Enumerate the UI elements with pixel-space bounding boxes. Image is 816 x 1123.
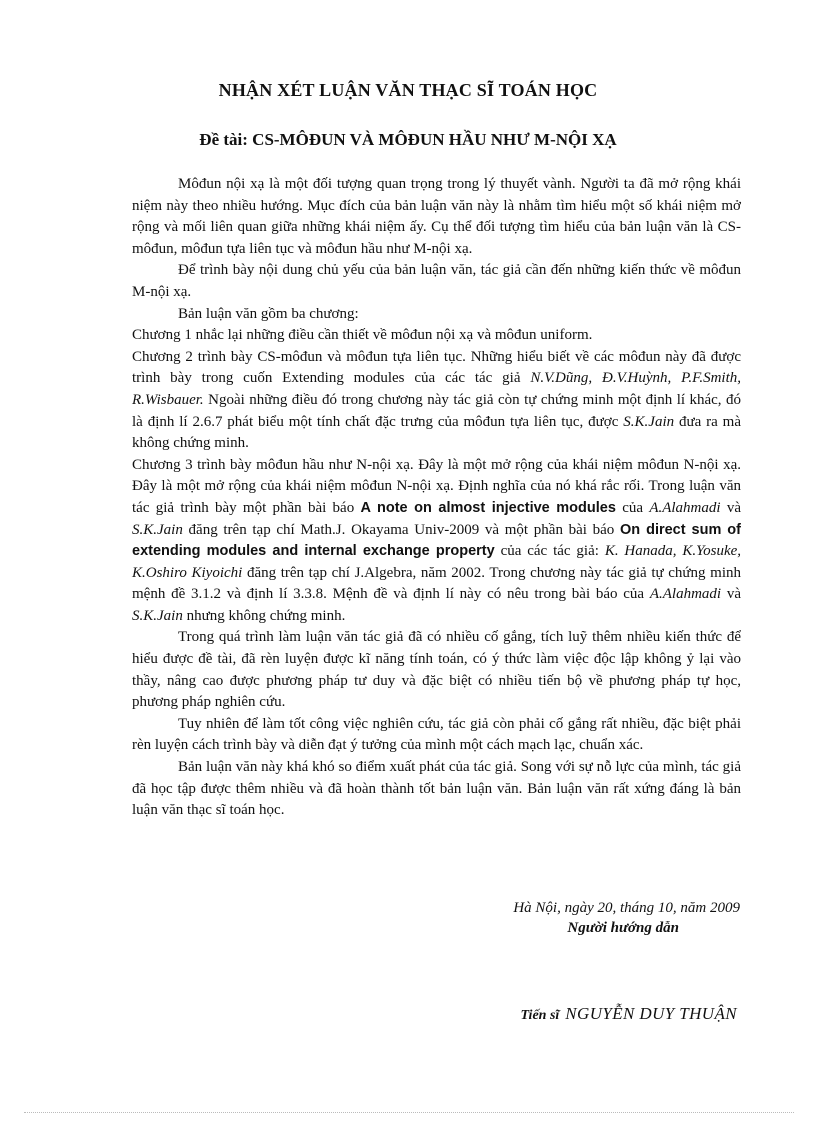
- intro-paragraph: Môđun nội xạ là một đối tượng quan trọng trong lý thuyết vành. Người ta đã mở rộng khái niệm này theo nhiều hướng. Mục đích của bản luận văn này là nhằm tìm hiểu một số khái niệm mở rộng và mối liên quan giữa những khái niệm ấy. Cụ thể đối tượng tìm hiểu của bản luận văn là CS-môđun, môđun tựa liên tục và môđun hầu như M-nội xạ.: [132, 176, 741, 257]
- thesis-topic: Đề tài: CS-MÔĐUN VÀ MÔĐUN HẦU NHƯ M-NỘI XẠ: [199, 130, 617, 149]
- author-jain: S.K.Jain: [132, 521, 183, 538]
- chapter-3-text-a: Chương 3 trình bày môđun hầu như N-nội xạ. Đây là một mở rộng của khái niệm môđun N-nội xạ. Đây là một mở rộng của khái niệm môđun N-nội xạ. Định nghĩa của nó khá rắc rối. Trong luận văn tác giả trình bày một phần bài báo: [132, 456, 741, 516]
- author-alahmadi-2: A.Alahmadi: [649, 586, 722, 603]
- advisor-role: Người hướng dẫn: [567, 920, 679, 936]
- chapter-3-text-d: của các tác giả:: [500, 543, 599, 560]
- signature-block: [521, 1004, 737, 1024]
- advisor-rank: Tiến sĩ: [520, 1008, 560, 1023]
- structure-paragraph: Bản luận văn gồm ba chương:: [178, 305, 359, 322]
- conclusion-paragraph: Bản luận văn này khá khó so điểm xuất phát của tác giả. Song với sự nỗ lực của mình, tác giả đã học tập được thêm nhiều và đã hoàn thành tốt bản luận văn. Bản luận văn rất xứng đáng là bản luận văn thạc sĩ toán học.: [132, 759, 741, 819]
- document-title: NHẬN XÉT LUẬN VĂN THẠC SĨ TOÁN HỌC: [218, 80, 598, 100]
- chapter-2-authors: N.V.Dũng, Đ.V.Huỳnh, P.F.Smith, R.Wisbauer.: [132, 370, 742, 408]
- chapter-2-text-b: Ngoài những điều đó trong chương này tác giả còn tự chứng minh một định lí khác, đó là định lí 2.6.7 phát biểu một tính chất đặc trưng của môđun tựa liên tục, được: [132, 391, 741, 430]
- chapter-3-text-e: đăng trên tạp chí J.Algebra, năm 2002. Trong chương này tác giả tự chứng minh mệnh đề 3.1.2 và định lí 3.3.8. Mệnh đề và định lí này có nêu trong bài báo của: [132, 564, 741, 603]
- chapter-3-text-f: nhưng không chứng minh.: [186, 607, 346, 624]
- chapter-2-text-a: Chương 2 trình bày CS-môđun và môđun tựa liên tục. Những hiểu biết về các môđun này đã được trình bày trong cuốn Extending modules của các tác giả: [132, 348, 741, 387]
- chapter-3-text-c: đăng trên tạp chí Math.J. Okayama Univ-2009 và một phần bài báo: [188, 521, 615, 538]
- prerequisite-paragraph: Để trình bày nội dung chủ yếu của bản luận văn, tác giả cần đến những kiến thức về môđun M-nội xạ.: [132, 262, 741, 300]
- place-date: Hà Nội, ngày 20, tháng 10, năm 2009: [513, 900, 740, 916]
- review-body: [132, 174, 741, 822]
- chapter-2-paragraph: [132, 347, 741, 455]
- paper-title-2: On direct sum of extending modules and internal exchange property: [132, 521, 741, 560]
- author-alahmadi: A.Alahmadi: [649, 499, 721, 516]
- chapter-2-jain: S.K.Jain: [623, 413, 675, 430]
- paper-title-1: A note on almost injective modules: [360, 499, 616, 516]
- chapter-1-paragraph: Chương 1 nhắc lại những điều cần thiết về môđun nội xạ và môđun uniform.: [132, 327, 593, 344]
- chapter-3-text-b: của: [622, 499, 644, 516]
- chapter-3-paragraph: [132, 455, 741, 628]
- authors-hanada: K. Hanada, K.Yosuke, K.Oshiro Kiyoichi: [132, 543, 742, 581]
- improvement-paragraph: Tuy nhiên để làm tốt công việc nghiên cứu, tác giả còn phải cố gắng rất nhiều, đặc biệt phải rèn luyện cách trình bày và diễn đạt ý tưởng của mình một cách mạch lạc, chuẩn xác.: [132, 715, 741, 754]
- chapter-2-text-c: đưa ra mà không chứng minh.: [132, 413, 742, 452]
- effort-paragraph: Trong quá trình làm luận văn tác giả đã có nhiều cố gắng, tích luỹ thêm nhiều kiến thức để hiểu được đề tài, đã rèn luyện được kĩ năng tính toán, có ý thức làm việc độc lập không ỷ lại vào thầy, nâng cao được phương pháp tư duy và đặc biệt có nhiều tiến bộ về phương pháp tự học, phương pháp nghiên cứu.: [132, 629, 741, 711]
- chapter-3-and-2: và: [726, 586, 742, 603]
- chapter-3-and-1: và: [726, 499, 742, 516]
- author-jain-2: S.K.Jain: [132, 607, 183, 624]
- advisor-name: NGUYỄN DUY THUẬN: [565, 1004, 737, 1023]
- page-bottom-rule: [24, 1112, 794, 1113]
